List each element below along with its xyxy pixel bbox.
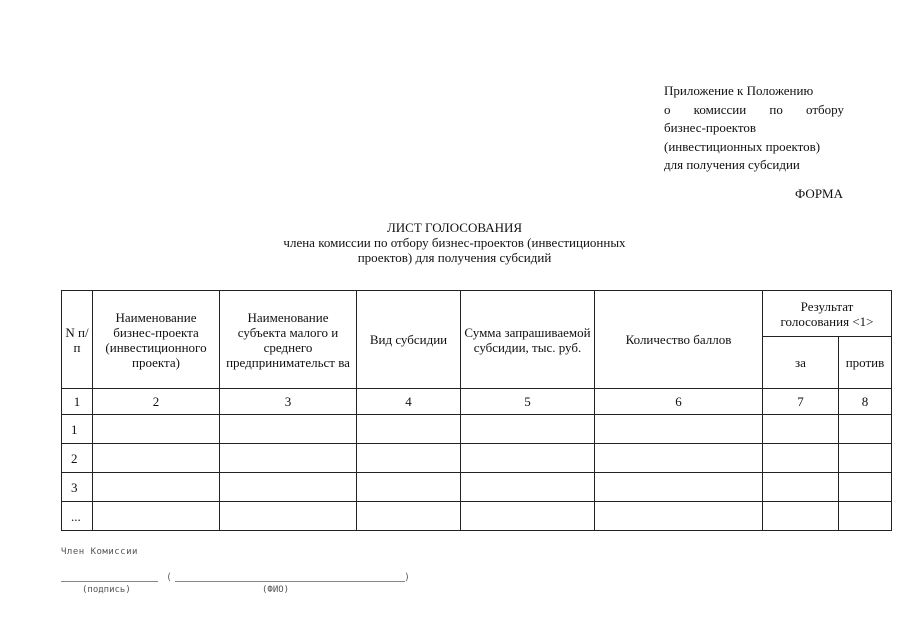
table-cell[interactable]: [220, 444, 357, 473]
appendix-word: отбору: [806, 101, 844, 117]
table-cell[interactable]: [461, 444, 595, 473]
row-number: 3: [62, 473, 93, 502]
table-cell[interactable]: [357, 415, 461, 444]
table-cell[interactable]: [595, 502, 763, 531]
header-for: за: [763, 337, 839, 389]
row-number: 2: [62, 444, 93, 473]
table-row: [62, 415, 892, 444]
table-cell[interactable]: [595, 444, 763, 473]
table-cell[interactable]: [357, 502, 461, 531]
table-cell[interactable]: [839, 502, 892, 531]
header-subsidy-type: Вид субсидии: [357, 291, 461, 389]
table-cell[interactable]: [93, 502, 220, 531]
header-points: Количество баллов: [595, 291, 763, 389]
table-cell[interactable]: [763, 415, 839, 444]
table-cell[interactable]: [461, 415, 595, 444]
table-cell[interactable]: [763, 473, 839, 502]
row-number: 1: [62, 415, 93, 444]
table-cell[interactable]: [93, 444, 220, 473]
fio-caption: (ФИО): [262, 585, 290, 595]
appendix-line-2: [664, 101, 844, 120]
appendix-word: о: [664, 101, 671, 117]
document-title: [252, 220, 657, 265]
signature-caption: (подпись): [82, 585, 131, 595]
committee-member-label: Член Комиссии: [61, 547, 138, 557]
table-cell[interactable]: [220, 415, 357, 444]
form-label: ФОРМА: [795, 186, 843, 201]
column-number: 2: [93, 389, 220, 415]
table-row: [62, 473, 892, 502]
table-cell[interactable]: [595, 415, 763, 444]
column-number: 5: [461, 389, 595, 415]
table-cell[interactable]: [461, 502, 595, 531]
signature-line[interactable]: [61, 581, 158, 582]
table-row: [62, 444, 892, 473]
table-cell[interactable]: [839, 444, 892, 473]
header-subject-name: Наименование субъекта малого и среднего предпринимательст ва: [220, 291, 357, 389]
title-sub-1: члена комиссии по отбору бизнес-проектов (инвестиционных: [283, 235, 626, 250]
table-cell[interactable]: [595, 473, 763, 502]
header-vote-result: Результат голосования <1>: [763, 291, 892, 337]
appendix-line-4: (инвестиционных проектов): [664, 138, 821, 154]
appendix-note: [664, 82, 844, 175]
header-against: против: [839, 337, 892, 389]
column-number: 7: [763, 389, 839, 415]
fio-line[interactable]: [175, 581, 405, 582]
row-number: ...: [62, 502, 93, 531]
header-num: N п/п: [62, 291, 93, 389]
appendix-word: комиссии: [693, 101, 747, 117]
table-cell[interactable]: [839, 473, 892, 502]
table-cell[interactable]: [763, 502, 839, 531]
header-project-name: Наименование бизнес-проекта (инвестиционного проекта): [93, 291, 220, 389]
table-cell[interactable]: [93, 415, 220, 444]
column-number-row: [62, 389, 892, 415]
column-number: 6: [595, 389, 763, 415]
appendix-line-1: Приложение к Положению: [664, 83, 814, 98]
title-main: ЛИСТ ГОЛОСОВАНИЯ: [386, 220, 523, 235]
voting-table: [61, 290, 892, 531]
appendix-line-3: бизнес-проектов: [664, 120, 757, 135]
column-number: 1: [62, 389, 93, 415]
column-number: 4: [357, 389, 461, 415]
column-number: 8: [839, 389, 892, 415]
table-cell[interactable]: [763, 444, 839, 473]
table-cell[interactable]: [357, 444, 461, 473]
open-paren: (: [166, 572, 173, 583]
appendix-line-5: для получения субсидии: [664, 157, 800, 172]
title-sub-2: проектов) для получения субсидий: [357, 250, 552, 265]
table-cell[interactable]: [220, 502, 357, 531]
table-row: [62, 502, 892, 531]
table-cell[interactable]: [357, 473, 461, 502]
header-subsidy-amount: Сумма запрашиваемой субсидии, тыс. руб.: [461, 291, 595, 389]
table-cell[interactable]: [461, 473, 595, 502]
table-cell[interactable]: [839, 415, 892, 444]
appendix-word: по: [769, 101, 783, 117]
table-cell[interactable]: [220, 473, 357, 502]
table-cell[interactable]: [93, 473, 220, 502]
column-number: 3: [220, 389, 357, 415]
close-paren: ): [404, 572, 411, 583]
